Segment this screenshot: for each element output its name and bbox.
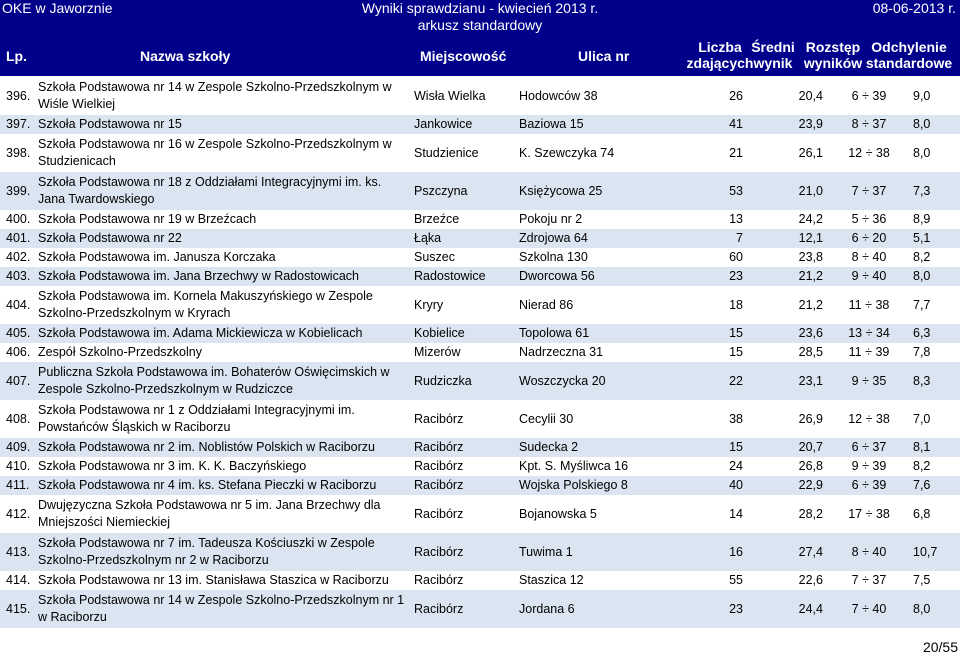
- cell-range: 11 ÷ 38: [848, 297, 890, 312]
- document-topbar: [0, 0, 960, 36]
- cell-street: Cecylii 30: [519, 411, 574, 426]
- cell-town: Racibórz: [412, 438, 517, 457]
- cell-name: Szkoła Podstawowa nr 22: [36, 229, 412, 248]
- header-street: Ulica nr: [578, 48, 630, 64]
- cell-name: Szkoła Podstawowa nr 3 im. K. K. Baczyńskiego: [38, 459, 307, 473]
- cell-mean: 26,9: [798, 411, 823, 426]
- header-name: Nazwa szkoły: [140, 48, 231, 64]
- cell-sd: 8,0: [913, 145, 931, 160]
- cell-street: Hodowców 38: [519, 88, 598, 103]
- cell-count: 22: [669, 362, 761, 400]
- cell-count: 40: [669, 476, 761, 495]
- cell-count: 38: [729, 411, 743, 426]
- table-row: [0, 590, 960, 628]
- table-row: [0, 457, 960, 476]
- cell-sd: 7,0: [913, 411, 931, 426]
- cell-mean: 24,4: [761, 590, 827, 628]
- cell-name: Szkoła Podstawowa nr 19 w Brzeźcach: [38, 212, 257, 226]
- cell-count: 13: [729, 212, 743, 226]
- table-row: [0, 172, 960, 210]
- cell-street: Baziowa 15: [517, 115, 669, 134]
- cell-name: Szkoła Podstawowa nr 4 im. ks. Stefana Pieczki w Raciborzu: [36, 476, 412, 495]
- cell-count: 53: [669, 172, 761, 210]
- cell-street: Księżycowa 25: [517, 172, 669, 210]
- header-sd: [864, 39, 954, 71]
- cell-name: Szkoła Podstawowa im. Janusza Korczaka: [38, 250, 276, 264]
- cell-lp: 408.: [6, 411, 31, 426]
- cell-lp: 398.: [6, 145, 31, 160]
- cell-town: Racibórz: [414, 506, 464, 521]
- cell-count: 23: [669, 267, 761, 286]
- cell-sd: 6,3: [911, 324, 960, 343]
- cell-town: Racibórz: [412, 476, 517, 495]
- cell-count: 24: [729, 459, 743, 473]
- cell-town: Racibórz: [412, 590, 517, 628]
- header-mean-line1: Średni: [751, 39, 795, 55]
- cell-lp: 401.: [0, 229, 36, 248]
- cell-count: 55: [729, 573, 743, 587]
- cell-name: Szkoła Podstawowa im. Adama Mickiewicza w Kobielicach: [36, 324, 412, 343]
- cell-range: 7 ÷ 37: [827, 172, 911, 210]
- cell-range: 6 ÷ 39: [827, 476, 911, 495]
- cell-mean: 24,2: [798, 212, 823, 226]
- table-row: [0, 267, 960, 286]
- cell-town: Studzienice: [414, 145, 479, 160]
- cell-town: Pszczyna: [412, 172, 517, 210]
- cell-range: 13 ÷ 34: [827, 324, 911, 343]
- cell-name: Szkoła Podstawowa nr 15: [36, 115, 412, 134]
- cell-mean: 22,6: [798, 573, 823, 587]
- table-row: [0, 343, 960, 362]
- cell-sd: 8,0: [911, 115, 960, 134]
- table-row: [0, 476, 960, 495]
- cell-lp: 415.: [0, 590, 36, 628]
- cell-street: Wojska Polskiego 8: [517, 476, 669, 495]
- cell-town: Mizerów: [414, 345, 461, 359]
- cell-lp: 414.: [6, 573, 31, 587]
- cell-town: Racibórz: [412, 533, 517, 571]
- cell-town: Radostowice: [412, 267, 517, 286]
- cell-street: Pokoju nr 2: [519, 212, 583, 226]
- cell-mean: 22,9: [761, 476, 827, 495]
- cell-lp: 402.: [6, 250, 31, 264]
- cell-sd: 6,8: [913, 506, 931, 521]
- cell-town: Wisła Wielka: [414, 88, 486, 103]
- cell-count: 21: [729, 145, 743, 160]
- cell-count: 16: [669, 533, 761, 571]
- header-sd-line2: standardowe: [865, 55, 953, 71]
- header-mean-line2: wynik: [753, 55, 793, 71]
- cell-mean: 23,1: [761, 362, 827, 400]
- cell-sd: 8,1: [911, 438, 960, 457]
- header-town: Miejscowość: [420, 48, 507, 64]
- cell-mean: 20,4: [798, 88, 823, 103]
- cell-sd: 8,2: [913, 459, 931, 473]
- cell-sd: 5,1: [911, 229, 960, 248]
- cell-town: Rudziczka: [412, 362, 517, 400]
- cell-street: Bojanowska 5: [519, 506, 597, 521]
- cell-range: 9 ÷ 35: [827, 362, 911, 400]
- cell-name: Szkoła Podstawowa nr 2 im. Noblistów Polskich w Raciborzu: [36, 438, 412, 457]
- cell-sd: 7,6: [911, 476, 960, 495]
- table-row: [0, 134, 960, 172]
- cell-lp: 403.: [0, 267, 36, 286]
- cell-name: Szkoła Podstawowa nr 14 w Zespole Szkolno-Przedszkolnym nr 1 w Raciborzu: [36, 590, 412, 628]
- cell-town: Kryry: [414, 297, 444, 312]
- cell-street: Szkolna 130: [519, 250, 588, 264]
- cell-lp: 411.: [0, 476, 36, 495]
- cell-name: Zespół Szkolno-Przedszkolny: [38, 345, 202, 359]
- cell-lp: 407.: [0, 362, 36, 400]
- header-sd-line1: Odchylenie: [871, 39, 947, 55]
- table-header: [0, 36, 960, 76]
- cell-count: 14: [729, 506, 743, 521]
- cell-lp: 410.: [6, 459, 31, 473]
- cell-sd: 7,7: [913, 297, 931, 312]
- table-row: [0, 400, 960, 438]
- cell-name: Szkoła Podstawowa nr 1 z Oddziałami Integracyjnymi im. Powstańców Śląskich w Raciborzu: [38, 403, 355, 434]
- table-row: [0, 286, 960, 324]
- cell-mean: 21,0: [761, 172, 827, 210]
- cell-street: Sudecka 2: [517, 438, 669, 457]
- cell-street: Tuwima 1: [517, 533, 669, 571]
- cell-lp: 396.: [6, 88, 31, 103]
- cell-sd: 10,7: [911, 533, 960, 571]
- cell-street: K. Szewczyka 74: [519, 145, 615, 160]
- cell-range: 12 ÷ 38: [848, 411, 890, 426]
- cell-range: 11 ÷ 39: [848, 345, 890, 359]
- cell-lp: 409.: [0, 438, 36, 457]
- cell-name: Publiczna Szkoła Podstawowa im. Bohaterów Oświęcimskich w Zespole Szkolno-Przedszkolnym w Rudziczce: [36, 362, 412, 400]
- cell-mean: 23,9: [761, 115, 827, 134]
- cell-range: 7 ÷ 37: [851, 573, 887, 587]
- cell-range: 8 ÷ 37: [827, 115, 911, 134]
- cell-lp: 413.: [0, 533, 36, 571]
- cell-mean: 26,1: [798, 145, 823, 160]
- report-subtitle: arkusz standardowy: [417, 17, 543, 33]
- cell-sd: 8,0: [911, 267, 960, 286]
- cell-lp: 397.: [0, 115, 36, 134]
- cell-sd: 9,0: [913, 88, 931, 103]
- cell-range: 8 ÷ 40: [851, 250, 887, 264]
- cell-lp: 399.: [0, 172, 36, 210]
- cell-mean: 21,2: [798, 297, 823, 312]
- cell-count: 15: [669, 438, 761, 457]
- cell-mean: 28,2: [798, 506, 823, 521]
- cell-mean: 23,6: [761, 324, 827, 343]
- cell-town: Racibórz: [414, 573, 464, 587]
- cell-count: 26: [729, 88, 743, 103]
- cell-name: Szkoła Podstawowa im. Jana Brzechwy w Radostowicach: [36, 267, 412, 286]
- cell-street: Zdrojowa 64: [517, 229, 669, 248]
- cell-range: 8 ÷ 40: [827, 533, 911, 571]
- cell-street: Jordana 6: [517, 590, 669, 628]
- cell-mean: 27,4: [761, 533, 827, 571]
- table-row: [0, 77, 960, 115]
- cell-range: 17 ÷ 38: [848, 506, 890, 521]
- header-range-line1: Rozstęp: [805, 39, 861, 55]
- cell-town: Jankowice: [412, 115, 517, 134]
- header-range: [800, 39, 866, 71]
- cell-street: Staszica 12: [519, 573, 584, 587]
- cell-town: Racibórz: [414, 411, 464, 426]
- report-date: 08-06-2013 r.: [872, 0, 956, 16]
- cell-sd: 8,0: [911, 590, 960, 628]
- cell-range: 6 ÷ 20: [827, 229, 911, 248]
- cell-sd: 8,9: [913, 212, 931, 226]
- table-row: [0, 229, 960, 248]
- cell-range: 9 ÷ 39: [851, 459, 887, 473]
- cell-street: Nierad 86: [519, 297, 574, 312]
- table-row: [0, 571, 960, 590]
- header-mean: [742, 39, 804, 71]
- cell-mean: 26,8: [798, 459, 823, 473]
- table-row: [0, 495, 960, 533]
- header-range-line2: wyników: [803, 55, 863, 71]
- header-count-line1: Liczba: [698, 39, 742, 55]
- cell-count: 41: [669, 115, 761, 134]
- table-row: [0, 210, 960, 229]
- cell-lp: 406.: [6, 345, 31, 359]
- cell-town: Suszec: [414, 250, 455, 264]
- cell-name: Szkoła Podstawowa nr 14 w Zespole Szkolno-Przedszkolnym w Wiśle Wielkiej: [38, 80, 392, 111]
- cell-lp: 405.: [0, 324, 36, 343]
- cell-range: 12 ÷ 38: [848, 145, 890, 160]
- cell-town: Kobielice: [412, 324, 517, 343]
- cell-mean: 20,7: [761, 438, 827, 457]
- cell-town: Łąka: [412, 229, 517, 248]
- report-title: Wyniki sprawdzianu - kwiecień 2013 r.: [361, 0, 599, 16]
- cell-name: Szkoła Podstawowa nr 7 im. Tadeusza Kościuszki w Zespole Szkolno-Przedszkolnym nr 2 w Raciborzu: [36, 533, 412, 571]
- cell-town: Brzeźce: [414, 212, 460, 226]
- table-row: [0, 438, 960, 457]
- cell-range: 7 ÷ 40: [827, 590, 911, 628]
- cell-count: 23: [669, 590, 761, 628]
- cell-range: 6 ÷ 39: [851, 88, 887, 103]
- issuer-label: OKE w Jaworznie: [2, 0, 113, 16]
- cell-range: 9 ÷ 40: [827, 267, 911, 286]
- cell-mean: 23,8: [798, 250, 823, 264]
- cell-sd: 8,2: [913, 250, 931, 264]
- cell-name: Szkoła Podstawowa nr 18 z Oddziałami Integracyjnymi im. ks. Jana Twardowskiego: [36, 172, 412, 210]
- cell-street: Topolowa 61: [517, 324, 669, 343]
- table-row: [0, 324, 960, 343]
- cell-street: Nadrzeczna 31: [519, 345, 604, 359]
- cell-mean: 28,5: [798, 345, 823, 359]
- cell-lp: 404.: [6, 297, 31, 312]
- cell-town: Racibórz: [414, 459, 464, 473]
- header-count-line2: zdających: [686, 55, 754, 71]
- cell-street: Woszczycka 20: [517, 362, 669, 400]
- results-table: [0, 77, 960, 628]
- cell-name: Szkoła Podstawowa im. Kornela Makuszyńskiego w Zespole Szkolno-Przedszkolnym w Kryrach: [38, 289, 373, 320]
- cell-mean: 21,2: [761, 267, 827, 286]
- cell-sd: 7,8: [913, 345, 931, 359]
- cell-count: 7: [669, 229, 761, 248]
- cell-count: 18: [729, 297, 743, 312]
- cell-mean: 12,1: [761, 229, 827, 248]
- table-row: [0, 115, 960, 134]
- cell-street: Kpt. S. Myśliwca 16: [519, 459, 629, 473]
- cell-lp: 412.: [6, 506, 31, 521]
- cell-sd: 7,3: [911, 172, 960, 210]
- cell-count: 15: [729, 345, 743, 359]
- cell-range: 6 ÷ 37: [827, 438, 911, 457]
- table-row: [0, 533, 960, 571]
- cell-name: Szkoła Podstawowa nr 16 w Zespole Szkolno-Przedszkolnym w Studzienicach: [38, 137, 392, 168]
- table-row: [0, 248, 960, 267]
- cell-lp: 400.: [6, 212, 31, 226]
- cell-name: Dwujęzyczna Szkoła Podstawowa nr 5 im. Jana Brzechwy dla Mniejszości Niemieckiej: [38, 498, 381, 529]
- cell-street: Dworcowa 56: [517, 267, 669, 286]
- cell-count: 15: [669, 324, 761, 343]
- table-row: [0, 362, 960, 400]
- cell-count: 60: [729, 250, 743, 264]
- cell-sd: 7,5: [913, 573, 931, 587]
- page-number: 20/55: [922, 639, 958, 655]
- cell-range: 5 ÷ 36: [851, 212, 887, 226]
- header-lp: Lp.: [6, 48, 27, 64]
- cell-sd: 8,3: [911, 362, 960, 400]
- cell-name: Szkoła Podstawowa nr 13 im. Stanisława Staszica w Raciborzu: [38, 573, 389, 587]
